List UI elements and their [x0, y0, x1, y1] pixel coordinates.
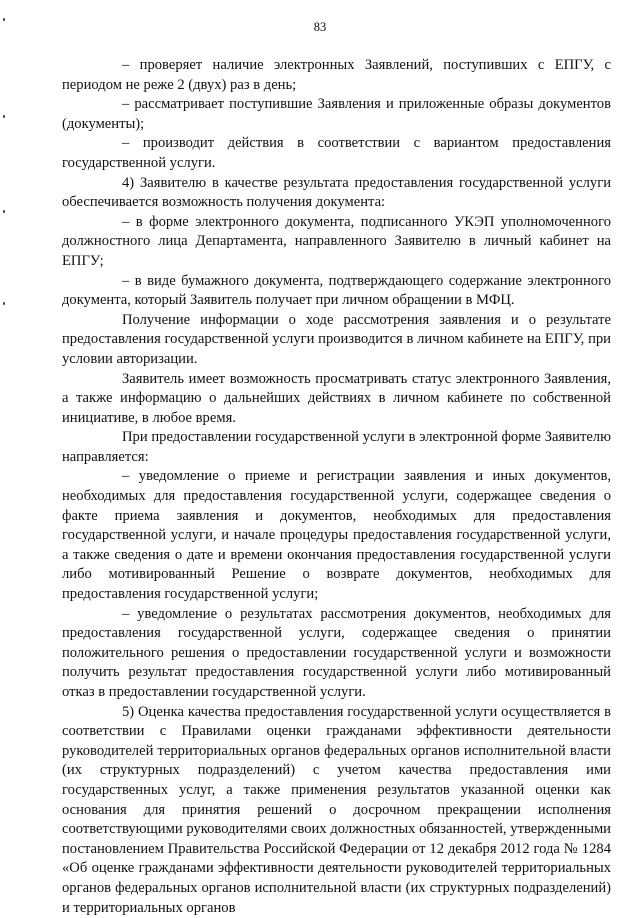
paragraph: – рассматривает поступившие Заявления и приложенные образы документов (документы);: [62, 96, 611, 132]
paragraph: – уведомление о результатах рассмотрения документов, необходимых для предоставления государственной услуги, содержащее сведения о принятии положительного решения о предоставлении государственной услуги и возможности получить результат предоставления государственной услуги либо мотивированный отказ в предоставлении государственной услуги.: [62, 605, 611, 700]
paragraph: 5) Оценка качества предоставления государственной услуги осуществляется в соответствии с Правилами оценки гражданами эффективности деятельности руководителей территориальных органов федеральных органов исполнительной власти (их структурных подразделений) с учетом качества предоставления ими государственных услуг, а также применения результатов указанной оценки как основания для принятия решений о досрочном прекращении исполнения соответствующими руководителями своих должностных обязанностей, утвержденными постановлением Правительства Российской Федерации от 12 декабря 2012 года № 1284 «Об оценке гражданами эффективности деятельности руководителей территориальных органов федеральных органов исполнительной власти (их структурных подразделений) и территориальных органов: [62, 703, 611, 916]
paragraph: 4) Заявителю в качестве результата предоставления государственной услуги обеспечивается возможность получения документа:: [62, 174, 611, 211]
paragraph: – в виде бумажного документа, подтверждающего содержание электронного документа, который Заявитель получает при личном обращении в МФЦ.: [62, 272, 611, 309]
paragraph: – проверяет наличие электронных Заявлений, поступивших с ЕПГУ, с периодом не реже 2 (двух) раз в день;: [62, 57, 611, 93]
scan-mark: [3, 210, 5, 213]
scan-mark: [3, 302, 5, 305]
paragraph: – уведомление о приеме и регистрации заявления и иных документов, необходимых для предоставления государственной услуги, содержащее сведения о факте приема заявления и документов, необходимых для предоставления государственной услуги, и начале процедуры предоставления государственной услуги, а также сведения о дате и времени окончания предоставления государственной услуги либо мотивированный Решение о возврате документов, необходимых для предоставления государственной услуги;: [62, 468, 611, 603]
document-body: [62, 56, 611, 918]
page-number: 83: [313, 20, 327, 34]
paragraph: Заявитель имеет возможность просматривать статус электронного Заявления, а также информацию о дальнейших действиях в личном кабинете по собственной инициативе, в любое время.: [62, 370, 611, 426]
scan-mark: [3, 115, 5, 118]
paragraph: Получение информации о ходе рассмотрения заявления и о результате предоставления государственной услуги производится в личном кабинете на ЕПГУ, при условии авторизации.: [62, 311, 611, 367]
paragraph: – производит действия в соответствии с вариантом предоставления государственной услуги.: [62, 135, 611, 171]
paragraph: – в форме электронного документа, подписанного УКЭП уполномоченного должностного лица Департамента, направленного Заявителю в личный кабинет на ЕПГУ;: [62, 213, 611, 269]
paragraph: При предоставлении государственной услуги в электронной форме Заявителю направляется:: [62, 429, 611, 465]
